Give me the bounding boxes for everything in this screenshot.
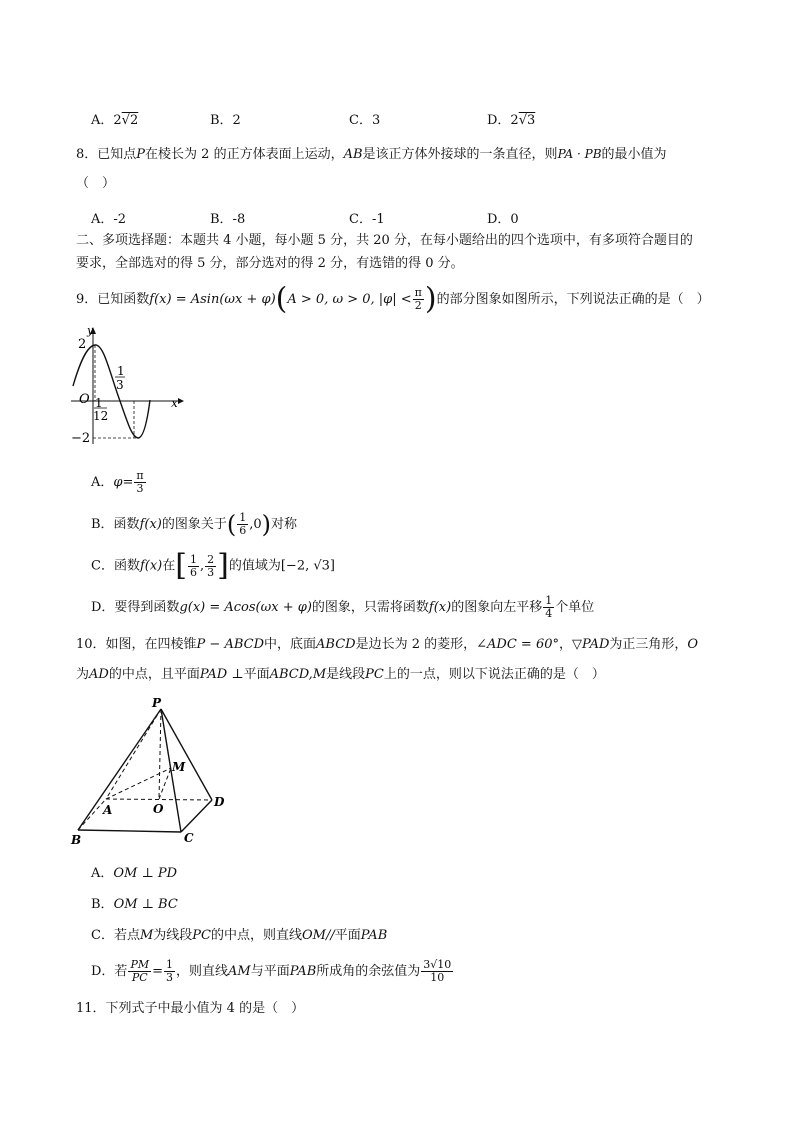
min-label: −2 [71,431,91,446]
option-text: 在 [162,558,176,574]
q8-text: 已知点 [97,147,137,162]
q8-option-a: A．-2 [91,212,127,227]
q10-text: 为正三角形， [609,637,688,652]
option-text: 的图象向左平移 [451,600,543,615]
option-expr: AM [228,964,251,979]
frac-den: PC [131,971,148,984]
option-func: f(x) [428,600,452,615]
section2-text: 二、多项选择题：本题共 4 小题，每小题 5 分，共 20 分，在每小题给出的四个选项中，有多项符合题目的 [76,233,693,248]
option-prefix: B． [91,897,114,912]
q9-frac-num: π [414,286,422,299]
paren-open: ( [226,510,237,539]
option-prefix: A． [91,475,114,490]
q10-option-b [91,896,178,914]
label-a: A [103,803,113,817]
label-m: M [172,760,186,774]
option-expr: φ= [113,475,134,490]
q10-expr: ABCD [316,637,356,652]
frac-num: 1 [239,511,247,524]
edge-pb [78,709,161,830]
label-p: P [152,696,162,710]
frac-num: 1 [189,552,197,566]
q10-expr: AD [89,667,109,682]
option-text: 的值域为 [228,558,281,574]
option-expr: PC [192,928,211,943]
option-func: g(x) = Acos(ωx + φ) [179,600,312,615]
q10-text: 10．如图，在四棱锥 [76,637,197,652]
option-frac [205,554,216,579]
option-prefix: C．函数 [91,558,140,574]
option-text: 对称 [271,517,298,532]
q7-option-a: A．2√2 [91,113,139,128]
option-text: 平面 [334,928,361,943]
frac-den: 3 [136,482,144,495]
q9-text: 已知函数 [97,292,150,307]
x-axis-arrow [178,398,184,404]
option-expr: M [139,928,154,943]
q8-option-d: D．0 [487,212,519,227]
option-expr: PAB [360,928,388,943]
q10-text: ， [559,637,573,652]
label-d: D [214,795,225,809]
frac-den: 3 [166,971,174,984]
label-o: O [153,802,164,816]
max-label: 2 [78,337,87,352]
option-text: = [152,964,164,979]
q8-option-c: C．-1 [349,212,385,227]
x-label: x [171,396,178,410]
q10-pyramid-figure [68,695,238,850]
frac-num: 1 [166,958,174,971]
option-text: 个单位 [555,600,595,615]
q8-option-b: B．-8 [210,212,246,227]
tick2-num: 1 [117,364,125,378]
option-expr: OM ⊥ BC [113,897,178,912]
q10-expr: ▽PAD [572,637,610,652]
q9-paren-close: ) [424,281,437,317]
q9-option-c: C．函数f(x)在[ $\frac{1}{6}$ , $\frac{2}{3}$ ]的值域为[−2, √3] [91,548,335,583]
q8-point-p: P [136,147,146,162]
option-expr: OM// [302,928,335,943]
tick1-den: 12 [93,409,109,423]
frac-num: PM [130,958,150,971]
q9-option-a [91,468,147,498]
q7-option-b: B．2 [210,113,241,128]
q9-cond: A > 0, ω > 0, |φ| < [287,292,412,307]
q10-text: 的中点，且平面 [108,667,200,682]
q8-number: 8． [76,147,98,162]
q9-frac-den: 2 [414,299,422,312]
option-frac [543,595,554,620]
q9-func: f(x) = Asin(ωx + φ) [149,292,276,307]
frac-den: 10 [430,971,445,984]
option-text: ，则直线 [176,964,229,979]
section2-line1 [76,232,693,250]
paren-close: ) [261,510,272,539]
q10-expr: PAD ⊥ [199,667,244,682]
label-c: C [184,831,194,845]
q9-number: 9． [76,292,98,307]
q10-text: 是边长为 2 的菱形， [355,637,477,652]
q10-expr: ∠ADC = 60° [476,637,559,652]
option-text: 的图象，只需将函数 [311,600,429,615]
edge-cd [181,800,212,832]
option-text: 所成角的余弦值为 [316,964,421,979]
q11-stem: 11．下列式子中最小值为 4 的是（ ） [76,1001,305,1016]
option-expr: OM ⊥ PD [113,866,178,881]
edge-bc [78,830,181,832]
q10-expr: O [687,637,699,652]
q8-paren: （ ） [76,176,116,191]
q10-stem-line2 [76,666,605,684]
q8-stem [76,145,667,164]
tick2-den: 3 [116,378,124,392]
q9-graph [68,322,188,448]
q8-text: 是该正方体外接球的一条直径，则 [362,147,558,162]
q9-option-b [91,510,297,540]
option-frac [421,959,453,984]
frac-num: 1 [545,594,553,607]
q10-expr: PC [365,667,384,682]
option-text: 为线段 [153,928,193,943]
section2-line2: 要求，全部选对的得 5 分，部分选对的得 2 分，有选错的得 0 分。 [76,256,464,271]
q8-ab: AB [343,147,363,162]
q8-vector-expr: PA · PB [557,147,602,161]
edge-ad [106,799,212,800]
option-range: [−2, √3] [280,558,335,574]
q10-text: 上的一点，则以下说法正确的是（ ） [383,667,605,682]
q10-text: 为 [76,667,90,682]
option-text: ,0 [249,517,262,532]
q7-option-c: C．3 [349,113,381,128]
edge-po [159,709,161,799]
tick1-num: 1 [95,396,103,410]
option-prefix: B．函数 [91,517,140,532]
option-prefix: A． [91,866,114,881]
option-func: f(x) [139,558,163,574]
q10-option-d [91,957,454,987]
q10-text: 中，底面 [264,637,317,652]
frac-num: 2 [207,552,215,566]
option-text: D．若 [91,964,128,979]
q10-option-c [91,927,387,945]
option-text: 的图象关于 [161,517,227,532]
option-frac [164,959,175,984]
frac-den: 3 [207,565,215,579]
q10-text: 平面 [243,667,270,682]
frac-num: π [136,469,144,482]
q10-expr: ABCD,M [269,667,327,682]
edge-ba [78,799,106,830]
option-text: C．若点 [91,928,140,943]
bracket-close: ] [217,548,229,583]
frac-num: 3√10 [423,958,452,971]
q10-option-a [91,865,177,883]
option-frac [128,959,151,984]
option-frac [237,512,248,537]
option-func: f(x) [139,517,162,532]
q8-text: 的最小值为 [601,147,667,162]
option-prefix: D．要得到函数 [91,600,180,615]
bracket-open: [ [175,548,187,583]
q9-frac [413,287,424,312]
option-frac [134,470,145,495]
y-label: y [87,324,94,337]
frac-den: 6 [239,524,247,537]
frac-den: 6 [189,565,197,579]
option-text: 与平面 [250,964,290,979]
q10-expr: P − ABCD [196,637,265,652]
q7-option-d: D．2√3 [487,113,536,128]
q9-paren-open: ( [275,281,288,317]
segment-om [159,768,171,799]
q10-text: 是线段 [326,667,366,682]
q8-text: 在棱长为 2 的正方体表面上运动， [145,147,344,162]
q9-text: 的部分图象如图所示，下列说法正确的是（ ） [436,292,710,307]
label-b: B [71,833,82,847]
option-frac [188,554,199,579]
option-text: 的中点，则直线 [210,928,302,943]
q9-stem [76,281,710,317]
q10-stem-line1 [76,636,698,654]
frac-den: 4 [545,607,553,620]
origin-label: O [79,392,90,407]
q9-option-d [91,593,594,623]
option-expr: PAB [289,964,317,979]
